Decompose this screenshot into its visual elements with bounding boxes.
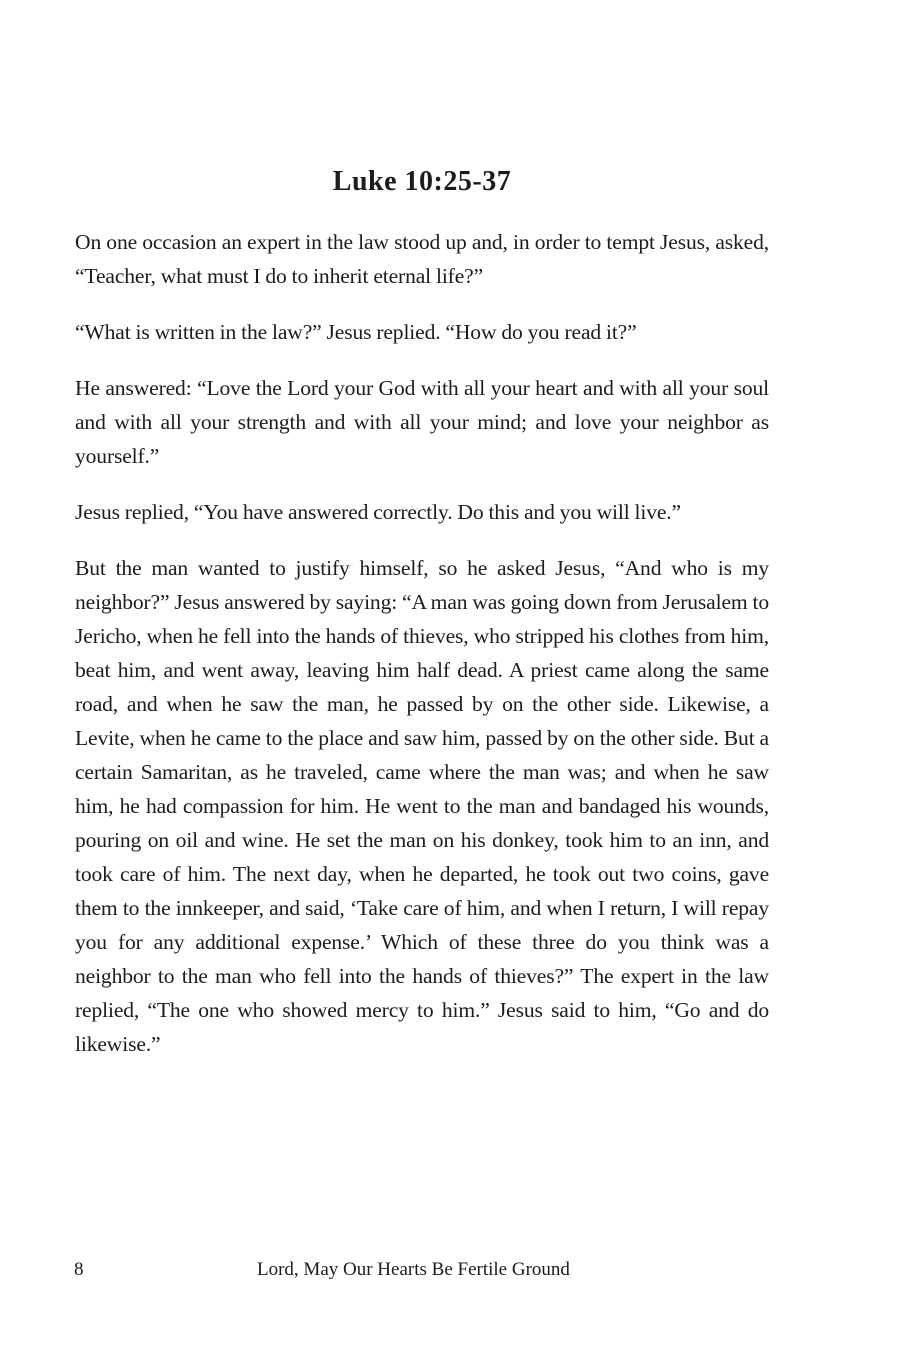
paragraph-3: He answered: “Love the Lord your God with all your heart and with all your soul and with all your strength and with all your mind; and love your neighbor as yourself.” bbox=[75, 376, 769, 468]
paragraph-4: Jesus replied, “You have answered correctly. Do this and you will live.” bbox=[75, 500, 681, 524]
page-title: Luke 10:25-37 bbox=[332, 166, 512, 197]
scripture-passage bbox=[75, 225, 769, 1083]
paragraph-2: “What is written in the law?” Jesus replied. “How do you read it?” bbox=[75, 320, 637, 344]
running-title: Lord, May Our Hearts Be Fertile Ground bbox=[257, 1259, 570, 1280]
page-number: 8 bbox=[74, 1259, 84, 1280]
page-footer bbox=[0, 1256, 900, 1284]
paragraph-5: But the man wanted to justify himself, so he asked Jesus, “And who is my neighbor?” Jesus answered by saying: “A man was going down from Jerusalem to Jericho, when he fell into the hands of thieves, who stripped his clothes from him, beat him, and went away, leaving him half dead. A priest came along the same road, and when he saw the man, he passed by on the other side. Likewise, a Levite, when he came to the place and saw him, passed by on the other side. But a certain Samaritan, as he traveled, came where the man was; and when he saw him, he had compassion for him. He went to the man and bandaged his wounds, pouring on oil and wine. He set the man on his donkey, took him to an inn, and took care of him. The next day, when he departed, he took out two coins, gave them to the innkeeper, and said, ‘Take care of him, and when I return, I will repay you for any additional expense.’ Which of these three do you think was a neighbor to the man who fell into the hands of thieves?” The expert in the law replied, “The one who showed mercy to him.” Jesus said to him, “Go and do likewise.” bbox=[75, 556, 769, 1056]
paragraph-1: On one occasion an expert in the law stood up and, in order to tempt Jesus, asked, “Teacher, what must I do to inherit eternal life?” bbox=[75, 230, 769, 288]
